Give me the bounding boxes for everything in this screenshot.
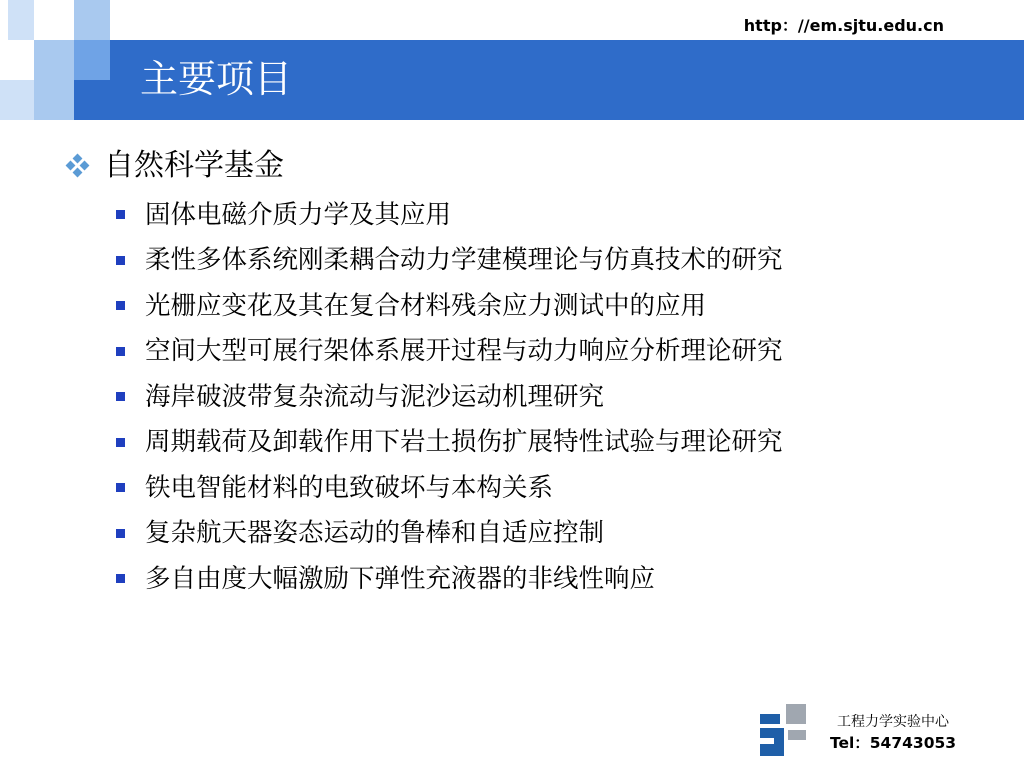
square-bullet-icon — [116, 438, 125, 447]
square-bullet-icon — [116, 301, 125, 310]
four-diamond-icon — [64, 152, 92, 180]
list-item — [116, 329, 783, 375]
list-item-text: 固体电磁介质力学及其应用 — [145, 199, 452, 230]
footer-telephone: Tel：54743053 — [829, 734, 957, 752]
list-item-text: 铁电智能材料的电致破坏与本构关系 — [145, 472, 554, 503]
list-item-text: 空间大型可展行架体系展开过程与动力响应分析理论研究 — [145, 336, 783, 367]
square-bullet-icon — [116, 347, 125, 356]
list-item — [116, 511, 783, 557]
footer-contact — [818, 712, 968, 754]
list-item-text: 海岸破波带复杂流动与泥沙运动机理研究 — [145, 381, 605, 412]
square-bullet-icon — [116, 574, 125, 583]
footer-lab-name: 工程力学实验中心 — [837, 714, 949, 730]
corner-decoration — [0, 0, 110, 120]
list-item — [116, 283, 783, 329]
header-url: http：//em.sjtu.edu.cn — [743, 16, 944, 35]
list-item — [116, 374, 783, 420]
section-heading-row — [64, 146, 284, 186]
list-item-text: 周期载荷及卸载作用下岩土损伤扩展特性试验与理论研究 — [145, 427, 783, 458]
square-bullet-icon — [116, 529, 125, 538]
list-item — [116, 238, 783, 284]
square-bullet-icon — [116, 210, 125, 219]
square-bullet-icon — [116, 483, 125, 492]
page-title: 主要项目 — [140, 57, 293, 101]
list-item — [116, 192, 783, 238]
list-item-text: 柔性多体系统刚柔耦合动力学建模理论与仿真技术的研究 — [145, 245, 783, 276]
section-heading: 自然科学基金 — [104, 148, 284, 183]
list-item — [116, 556, 783, 602]
list-item — [116, 465, 783, 511]
project-list — [116, 192, 783, 602]
list-item-text: 复杂航天器姿态运动的鲁棒和自适应控制 — [145, 518, 605, 549]
square-bullet-icon — [116, 256, 125, 265]
list-item-text: 光栅应变花及其在复合材料残余应力测试中的应用 — [145, 290, 707, 321]
square-bullet-icon — [116, 392, 125, 401]
list-item-text: 多自由度大幅激励下弹性充液器的非线性响应 — [145, 563, 656, 594]
list-item — [116, 420, 783, 466]
sjtu-logo-icon — [760, 704, 808, 758]
